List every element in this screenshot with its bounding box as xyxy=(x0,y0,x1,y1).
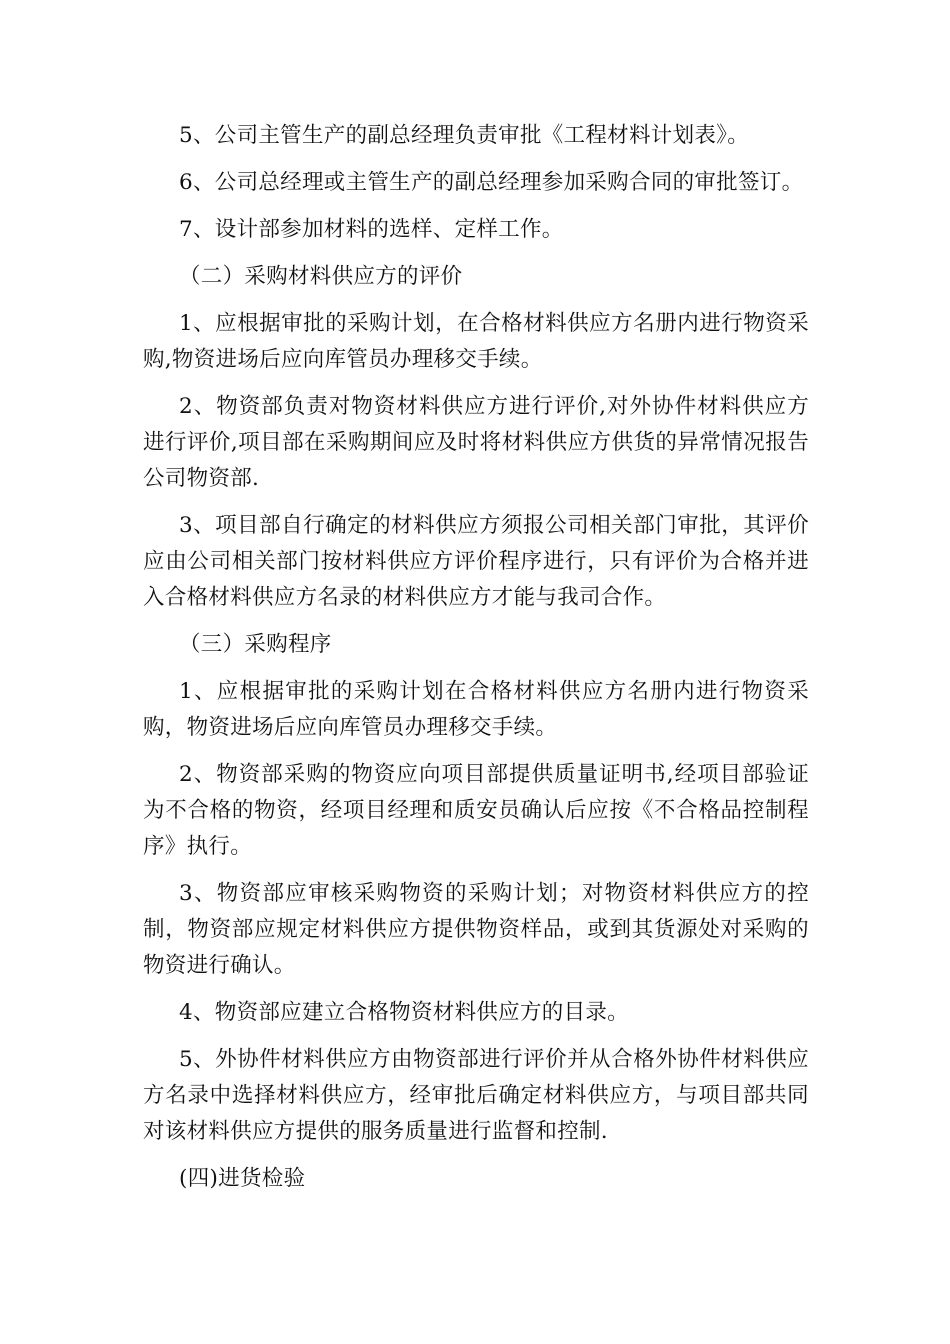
document-page xyxy=(143,118,809,1197)
section-heading-inspection: (四)进货检验 xyxy=(179,1166,306,1191)
evaluation-item-1: 1、应根据审批的采购计划，在合格材料供应方名册内进行物资采购,物资进场后应向库管员办理移交手续。 xyxy=(143,311,809,372)
procedure-item-3: 3、物资部应审核采购物资的采购计划；对物资材料供应方的控制，物资部应规定材料供应方提供物资样品，或到其货源处对采购的物资进行确认。 xyxy=(143,881,809,978)
procedure-item-4: 4、物资部应建立合格物资材料供应方的目录。 xyxy=(179,1000,629,1025)
procedure-item-1: 1、应根据审批的采购计划在合格材料供应方名册内进行物资采购，物资进场后应向库管员办理移交手续。 xyxy=(143,679,809,740)
paragraph-item-6: 6、公司总经理或主管生产的副总经理参加采购合同的审批签订。 xyxy=(179,170,804,195)
procedure-item-2: 2、物资部采购的物资应向项目部提供质量证明书,经项目部验证为不合格的物资，经项目经理和质安员确认后应按《不合格品控制程序》执行。 xyxy=(143,762,809,859)
section-heading-procedure: （三）采购程序 xyxy=(179,632,332,657)
paragraph-item-5: 5、公司主管生产的副总经理负责审批《工程材料计划表》。 xyxy=(179,123,750,148)
paragraph-item-7: 7、设计部参加材料的选样、定样工作。 xyxy=(179,217,564,242)
procedure-item-5: 5、外协件材料供应方由物资部进行评价并从合格外协件材料供应方名录中选择材料供应方，经审批后确定材料供应方，与项目部共同对该材料供应方提供的服务质量进行监督和控制. xyxy=(143,1047,809,1144)
evaluation-item-2: 2、物资部负责对物资材料供应方进行评价,对外协件材料供应方进行评价,项目部在采购期间应及时将材料供应方供货的异常情况报告公司物资部. xyxy=(143,394,809,491)
section-heading-evaluation: （二）采购材料供应方的评价 xyxy=(179,264,463,289)
evaluation-item-3: 3、项目部自行确定的材料供应方须报公司相关部门审批，其评价应由公司相关部门按材料供应方评价程序进行，只有评价为合格并进入合格材料供应方名录的材料供应方才能与我司合作。 xyxy=(143,513,809,610)
